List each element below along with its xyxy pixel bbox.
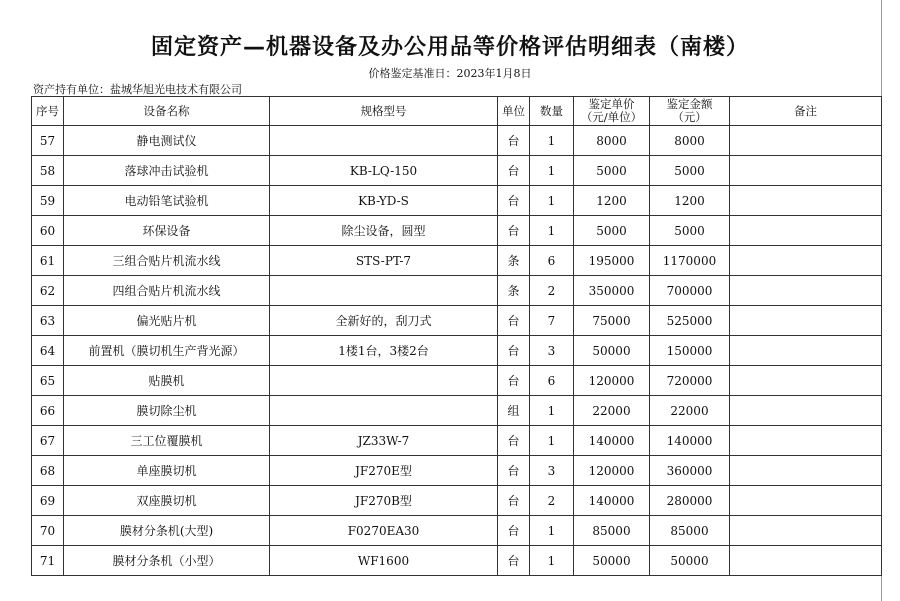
- cell-no: 69: [32, 486, 64, 516]
- table-row: [32, 396, 882, 426]
- cell-qty: 1: [530, 546, 574, 576]
- asset-owner: 资产持有单位：盐城华旭光电技术有限公司: [33, 83, 242, 96]
- cell-model: 1楼1台，3楼2台: [270, 336, 498, 366]
- header-no: 序号: [32, 97, 64, 126]
- cell-remark: [730, 126, 882, 156]
- asset-table: [31, 96, 882, 576]
- cell-unit: 条: [498, 246, 530, 276]
- cell-remark: [730, 546, 882, 576]
- cell-name: 膜材分条机(大型): [64, 516, 270, 546]
- page-title: 固定资产—机器设备及办公用品等价格评估明细表（南楼）: [150, 35, 749, 60]
- cell-unit-price: 85000: [574, 516, 650, 546]
- cell-model: KB-LQ-150: [270, 156, 498, 186]
- cell-name: 电动铅笔试验机: [64, 186, 270, 216]
- appraisal-date: 价格鉴定基准日：2023年1月8日: [368, 67, 532, 80]
- cell-no: 71: [32, 546, 64, 576]
- cell-unit: 台: [498, 426, 530, 456]
- cell-unit-price: 140000: [574, 426, 650, 456]
- cell-remark: [730, 456, 882, 486]
- cell-name: 前置机（膜切机生产背光源）: [64, 336, 270, 366]
- cell-qty: 1: [530, 156, 574, 186]
- table-row: [32, 486, 882, 516]
- cell-amount: 8000: [650, 126, 730, 156]
- cell-unit-price: 350000: [574, 276, 650, 306]
- cell-name: 落球冲击试验机: [64, 156, 270, 186]
- cell-name: 膜切除尘机: [64, 396, 270, 426]
- cell-qty: 3: [530, 336, 574, 366]
- cell-no: 62: [32, 276, 64, 306]
- cell-model: [270, 126, 498, 156]
- cell-unit: 台: [498, 216, 530, 246]
- table-header-row: [32, 97, 882, 126]
- cell-unit: 台: [498, 366, 530, 396]
- cell-no: 60: [32, 216, 64, 246]
- header-amount-line1: 鉴定金额: [666, 97, 713, 111]
- cell-amount: 525000: [650, 306, 730, 336]
- cell-no: 58: [32, 156, 64, 186]
- cell-name: 膜材分条机（小型）: [64, 546, 270, 576]
- header-name: 设备名称: [64, 97, 270, 126]
- header-remark: 备注: [730, 97, 882, 126]
- cell-amount: 85000: [650, 516, 730, 546]
- cell-no: 70: [32, 516, 64, 546]
- cell-remark: [730, 306, 882, 336]
- header-amount-line2: （元）: [672, 110, 707, 124]
- cell-unit: 台: [498, 456, 530, 486]
- header-amount: [650, 97, 730, 126]
- table-row: [32, 276, 882, 306]
- cell-amount: 5000: [650, 216, 730, 246]
- cell-unit-price: 140000: [574, 486, 650, 516]
- cell-no: 66: [32, 396, 64, 426]
- cell-unit: 台: [498, 156, 530, 186]
- cell-remark: [730, 336, 882, 366]
- cell-qty: 6: [530, 246, 574, 276]
- cell-unit-price: 8000: [574, 126, 650, 156]
- cell-remark: [730, 366, 882, 396]
- header-model: 规格型号: [270, 97, 498, 126]
- cell-qty: 1: [530, 426, 574, 456]
- cell-qty: 1: [530, 126, 574, 156]
- cell-remark: [730, 186, 882, 216]
- cell-model: JZ33W-7: [270, 426, 498, 456]
- cell-unit-price: 50000: [574, 336, 650, 366]
- cell-name: 三工位覆膜机: [64, 426, 270, 456]
- cell-model: JF270E型: [270, 456, 498, 486]
- cell-unit-price: 5000: [574, 156, 650, 186]
- cell-model: 除尘设备，圆型: [270, 216, 498, 246]
- cell-qty: 3: [530, 456, 574, 486]
- cell-qty: 2: [530, 276, 574, 306]
- cell-model: 全新好的，刮刀式: [270, 306, 498, 336]
- cell-remark: [730, 426, 882, 456]
- cell-qty: 1: [530, 186, 574, 216]
- cell-no: 63: [32, 306, 64, 336]
- cell-no: 65: [32, 366, 64, 396]
- cell-unit-price: 120000: [574, 366, 650, 396]
- cell-unit-price: 120000: [574, 456, 650, 486]
- cell-name: 环保设备: [64, 216, 270, 246]
- cell-unit: 台: [498, 186, 530, 216]
- cell-name: 三组合贴片机流水线: [64, 246, 270, 276]
- header-qty: 数量: [530, 97, 574, 126]
- table-row: [32, 546, 882, 576]
- cell-model: F0270EA30: [270, 516, 498, 546]
- cell-amount: 1200: [650, 186, 730, 216]
- cell-unit-price: 75000: [574, 306, 650, 336]
- cell-remark: [730, 276, 882, 306]
- cell-amount: 280000: [650, 486, 730, 516]
- cell-amount: 50000: [650, 546, 730, 576]
- cell-amount: 150000: [650, 336, 730, 366]
- cell-qty: 1: [530, 516, 574, 546]
- cell-unit-price: 5000: [574, 216, 650, 246]
- table-row: [32, 456, 882, 486]
- cell-no: 68: [32, 456, 64, 486]
- cell-model: [270, 276, 498, 306]
- cell-name: 贴膜机: [64, 366, 270, 396]
- header-unit-price: [574, 97, 650, 126]
- cell-remark: [730, 486, 882, 516]
- cell-qty: 1: [530, 396, 574, 426]
- cell-no: 61: [32, 246, 64, 276]
- cell-model: [270, 366, 498, 396]
- table-row: [32, 426, 882, 456]
- cell-remark: [730, 516, 882, 546]
- cell-amount: 1170000: [650, 246, 730, 276]
- cell-remark: [730, 156, 882, 186]
- cell-no: 57: [32, 126, 64, 156]
- cell-unit: 台: [498, 546, 530, 576]
- cell-unit: 组: [498, 396, 530, 426]
- cell-amount: 140000: [650, 426, 730, 456]
- table-row: [32, 306, 882, 336]
- cell-unit: 台: [498, 126, 530, 156]
- cell-model: JF270B型: [270, 486, 498, 516]
- header-unit-price-line1: 鉴定单价: [588, 97, 635, 111]
- table-row: [32, 186, 882, 216]
- table-row: [32, 246, 882, 276]
- cell-unit-price: 22000: [574, 396, 650, 426]
- cell-no: 64: [32, 336, 64, 366]
- cell-unit-price: 195000: [574, 246, 650, 276]
- cell-name: 四组合贴片机流水线: [64, 276, 270, 306]
- table-row: [32, 126, 882, 156]
- cell-unit: 台: [498, 486, 530, 516]
- cell-remark: [730, 216, 882, 246]
- table-row: [32, 156, 882, 186]
- cell-amount: 360000: [650, 456, 730, 486]
- table-row: [32, 366, 882, 396]
- table-row: [32, 216, 882, 246]
- table-row: [32, 336, 882, 366]
- cell-remark: [730, 246, 882, 276]
- cell-model: KB-YD-S: [270, 186, 498, 216]
- cell-no: 59: [32, 186, 64, 216]
- cell-unit-price: 1200: [574, 186, 650, 216]
- cell-model: STS-PT-7: [270, 246, 498, 276]
- cell-model: [270, 396, 498, 426]
- cell-unit: 台: [498, 306, 530, 336]
- cell-name: 双座膜切机: [64, 486, 270, 516]
- cell-qty: 6: [530, 366, 574, 396]
- cell-unit: 条: [498, 276, 530, 306]
- cell-amount: 5000: [650, 156, 730, 186]
- cell-no: 67: [32, 426, 64, 456]
- cell-qty: 1: [530, 216, 574, 246]
- table-row: [32, 516, 882, 546]
- header-unit: 单位: [498, 97, 530, 126]
- cell-remark: [730, 396, 882, 426]
- cell-qty: 7: [530, 306, 574, 336]
- header-unit-price-line2: （元/单位）: [580, 110, 643, 124]
- cell-unit-price: 50000: [574, 546, 650, 576]
- cell-amount: 720000: [650, 366, 730, 396]
- cell-unit: 台: [498, 516, 530, 546]
- cell-model: WF1600: [270, 546, 498, 576]
- cell-amount: 700000: [650, 276, 730, 306]
- cell-name: 偏光贴片机: [64, 306, 270, 336]
- cell-name: 静电测试仪: [64, 126, 270, 156]
- cell-amount: 22000: [650, 396, 730, 426]
- cell-unit: 台: [498, 336, 530, 366]
- cell-name: 单座膜切机: [64, 456, 270, 486]
- cell-qty: 2: [530, 486, 574, 516]
